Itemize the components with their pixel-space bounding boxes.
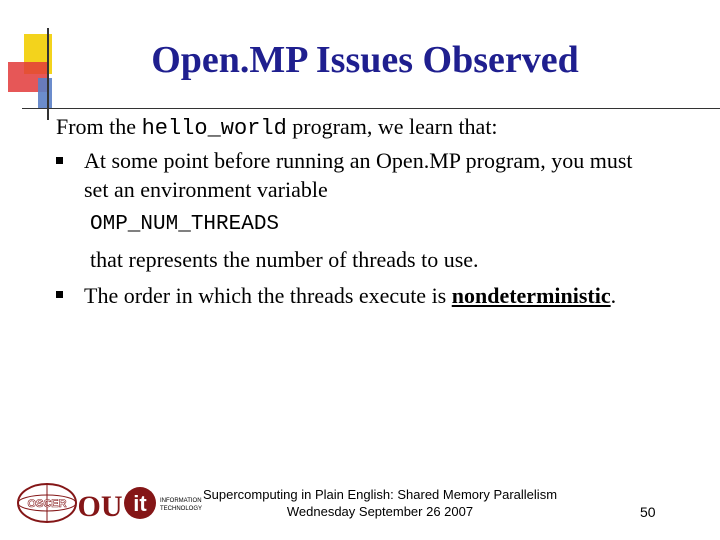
bullet-2-line [84,283,616,309]
footer [190,486,570,520]
it-logo-text-2: TECHNOLOGY [160,506,203,512]
decor-square-blue [38,78,52,108]
bullet-1-line-3: that represents the number of threads to use. [90,247,479,272]
intro-suffix: program, we learn that: [286,114,498,139]
slide-title: Open.MP Issues Observed [151,39,579,81]
ou-logo-text: OU [77,490,123,523]
bullet-marker [56,157,63,164]
intro-prefix: From the [56,114,142,139]
bullet-2-suffix: . [610,283,617,308]
footer-course-title: Supercomputing in Plain English: Shared Memory Parallelism [202,487,558,502]
oscer-logo-text: OSCER [27,498,67,510]
oscer-logo [16,482,78,524]
decor-vertical-rule [47,28,49,120]
page-number: 50 [640,504,656,520]
bullet-1-line-2: set an environment variable [84,177,328,202]
it-logo-text-1: INFORMATION [160,498,202,504]
title-divider [22,108,720,109]
it-logo-mark: it [133,491,147,516]
bullet-marker [56,291,63,298]
intro-line [56,114,498,142]
ou-logo [77,482,123,524]
bullet-1-line-1: At some point before running an Open.MP program, you must [84,148,633,173]
footer-date: Wednesday September 26 2007 [286,504,474,519]
intro-code: hello_world [141,116,287,141]
env-var-code: OMP_NUM_THREADS [90,213,280,236]
bullet-2-prefix: The order in which the threads execute is [84,283,452,308]
bullet-2-emphasis: nondeterministic [451,283,611,308]
